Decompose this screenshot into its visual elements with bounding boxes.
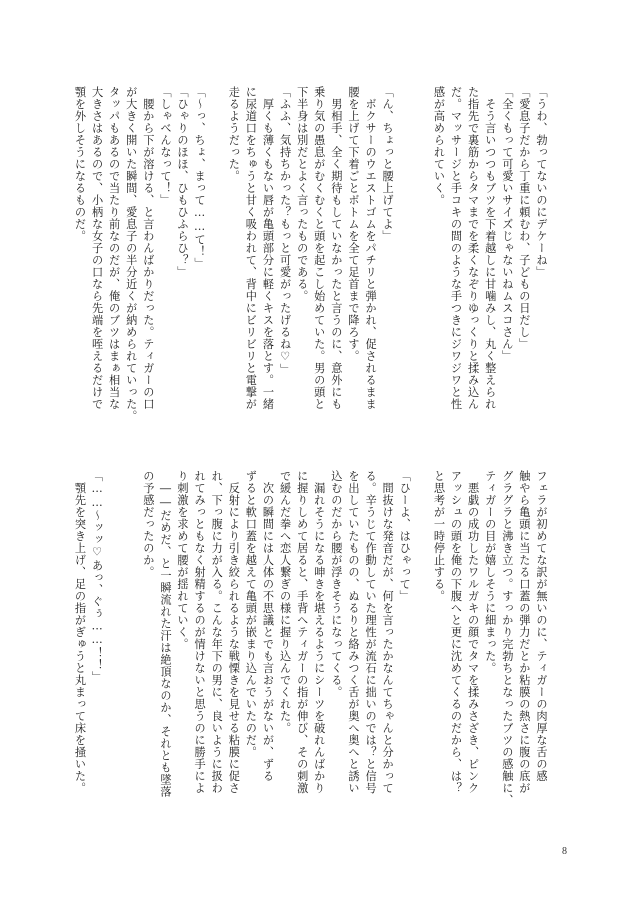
text-line: 大きさはあるので、小柄な女子の口なら先端を咥えるだけで xyxy=(90,86,104,410)
text-line: 反射により引き絞られるような戦慄きを見せる粘膜に促さ xyxy=(227,470,241,794)
text-line: で緩んだ拳へ恋人繋ぎの様に握り込んでくれた。 xyxy=(278,470,292,734)
text-line: 込むのだから腰が浮きそうになってくる。 xyxy=(329,470,343,698)
text-line: 悪戯の成功したワルガキの顔でタマを揉みさざき、ピンク xyxy=(466,470,480,794)
text-line: ボクサーのウエストゴムをパチリと弾かれ、促されるまま xyxy=(364,86,378,410)
text-line: 腰から下が溶ける、と言わんばかりだった。ティガーの口 xyxy=(141,86,155,410)
text-block-lower xyxy=(71,470,550,850)
text-line xyxy=(123,470,140,850)
text-line: 「愛息子だから丁重に頼むわ、子どもの日だし」 xyxy=(517,86,531,350)
text-line: グラグラと沸き立つ。すっかり完勃ちとなったブツの感触に、 xyxy=(500,470,514,806)
text-line: 漏れそうになる呻きを堪えるようにシーツを破れんばかり xyxy=(312,470,326,794)
text-line: に握りしめて居ると、手背へティガーの指が伸び、その刺激 xyxy=(295,470,309,794)
text-line: 顎を外しそうになるものだ。 xyxy=(73,86,87,242)
text-line: タッパもあるので当たり前なのだが、俺のブツはまぁ相当な xyxy=(107,86,121,410)
text-line: 「しゃべんなって！」 xyxy=(158,86,172,206)
text-block-upper xyxy=(71,86,550,471)
text-line: が大きく開いた瞬間、愛息子の半分近くが納められていった。 xyxy=(124,86,138,422)
text-line: フェラが初めてな訳が無いのに、ティガーの肉厚な舌の感 xyxy=(535,470,548,782)
text-line: 「ひーよ、はひゃって」 xyxy=(398,470,412,602)
text-line: 「全くもって可愛いサイズじゃないねムスコさん」 xyxy=(500,86,514,362)
text-line: 「ん、ちょっと腰上げてよ」 xyxy=(381,86,395,242)
text-line xyxy=(413,470,430,850)
text-line: る。辛うじて作動していた理性が流石に拙いのでは？と信号 xyxy=(364,470,378,794)
text-line: 「うわ、勃ってないのにデケーね」 xyxy=(535,86,548,278)
text-line: の予感だったのか。 xyxy=(141,470,155,578)
text-line: 「〜っ、ちょ、まって……て！」 xyxy=(193,86,207,270)
text-line: アッシュの頭を俺の下腹へと更に沈めてくるのだから、は？ xyxy=(449,470,463,794)
text-line: 間抜けな発音だが、何を言ったかなんてちゃんと分かって xyxy=(381,470,395,794)
text-line: 下半身は別だとよく言ったものである。 xyxy=(295,86,309,302)
text-line xyxy=(208,86,225,471)
text-line: た指先で裏筋からタマまでを柔くなぞりゆっくりと揉み込ん xyxy=(466,86,480,410)
text-line xyxy=(106,470,123,850)
text-line: 顎先を突き上げ、足の指がぎゅうと丸まって床を掻いた。 xyxy=(73,470,87,794)
text-line: そう言いつつもブツを下着越しに甘噛みし、丸く整えられ xyxy=(483,86,497,410)
text-line: ティガーの目が嬉しそうに細まった。 xyxy=(483,470,497,674)
text-line: を出していたものの、ぬるりと絡みつく舌が奥へ奥へと誘い xyxy=(346,470,360,794)
text-line: 乗り気の愚息がむくむくと頭を起こし始めていた。男の頭と xyxy=(312,86,326,410)
page-number: 8 xyxy=(562,846,567,857)
text-line: り刺激を求めて腰が揺れていく。 xyxy=(176,470,190,650)
text-line: 走るようだった。 xyxy=(227,86,241,182)
text-line: に尿道口をちゅうと甘く吸われて、背中にビリビリと電撃が xyxy=(244,86,258,410)
text-line: ずると軟口蓋を越えて亀頭が嵌まり込んでいたのだ。 xyxy=(244,470,258,758)
text-line: 厚くも薄くもない唇が亀頭部分に軽くキスを落とす。一緒 xyxy=(261,86,275,410)
text-line: 「……〜ッッ♡あっ、ぐぅ……！！」 xyxy=(90,470,104,683)
text-line: 男相手、全く期待もしていなかったと言うのに、意外にも xyxy=(329,86,343,410)
text-line: 感が高められていく。 xyxy=(432,86,446,206)
text-line xyxy=(396,86,413,471)
text-line: 「ひゃりのほほ、ひもひふらひ？」 xyxy=(176,86,190,278)
text-line: 「ふふ、気持ちかった？もっと可愛がったげるね♡」 xyxy=(278,86,292,376)
text-line: ――だめだ、と一瞬流れた汗は絶頂なのか、それとも墜落 xyxy=(158,470,172,798)
text-line: 腰を上げて下着ごとボトムを全て足首まで降ろす。 xyxy=(346,86,360,362)
text-line: と思考が一時停止する。 xyxy=(432,470,446,602)
text-line: 触やら亀頭に当たる口蓋の弾力だとか粘膜の熱さに腹の底が xyxy=(517,470,531,794)
text-line: れてみっともなく射精するのが情けないと思うのに勝手によ xyxy=(193,470,207,794)
text-line xyxy=(413,86,430,471)
text-line: れ、下っ腹に力が入る。こんな年下の男に、良いように扱わ xyxy=(210,470,224,794)
text-line: だ。マッサージと手コキの間のような手つきにジワジワと性 xyxy=(449,86,463,410)
text-line: 次の瞬間には人体の不思議とでも言おうがないが、ずる xyxy=(261,470,275,782)
